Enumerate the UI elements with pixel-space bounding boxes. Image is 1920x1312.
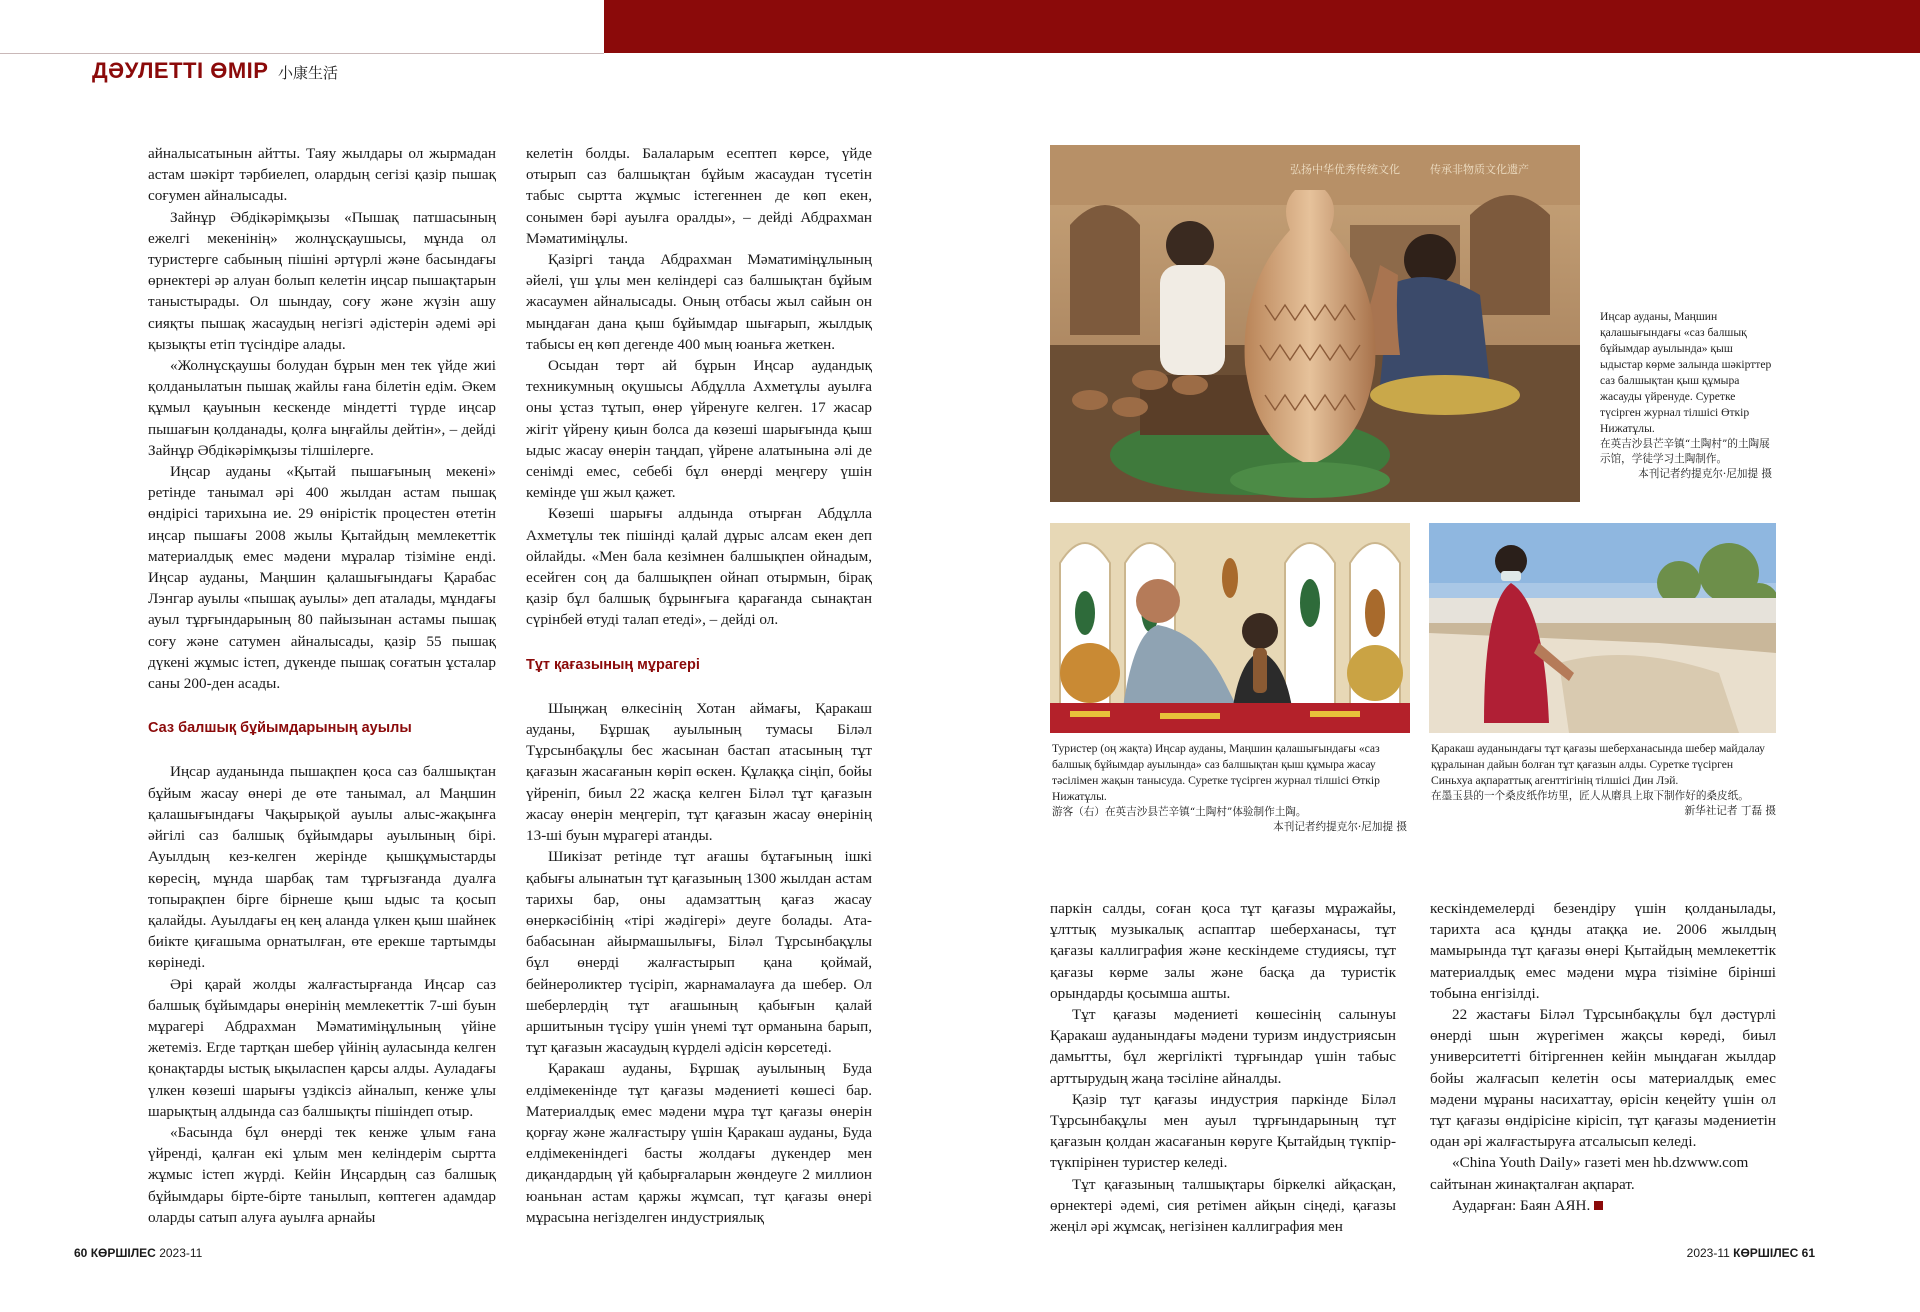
caption-cn: 游客（右）在英吉沙县芒辛镇“土陶村”体验制作土陶。 [1052,806,1307,818]
paragraph: Қазір тұт қағазы индустрия паркінде Біләл Тұрсынбақұлы мен ауыл тұрғындарының тұт қағазын қолдан жасағанын көруге Қытайдың түкпір-түкпірінен туристер келеді. [1050,1090,1396,1172]
paragraph: Қаракаш ауданы, Бұршақ ауылының Буда елдімекенінде тұт қағазы мәдениеті көшесі бар. Материалдық емес мәдени мұра тұт қағазы өнерін қорғау және жалғастыру үшін Қаракаш ауданы, Буда елдімекеніндегі басты жолдағы дүкендер мен диқандардың үй қабырғаларын жөндеуге 2 миллион юаньнан астам қаржы жұмсап, тұт қағазы өнері мұрасына негізделген индустриялық [526,1060,872,1226]
paragraph: Тұт қағазы мәдениеті көшесінің салынуы Қаракаш ауданындағы мәдени туризм индустриясын дамытты, бұл жергілікті тұрғындар үшін табыс арттырудың жаңа тәсіліне айналды. [1050,1006,1396,1087]
caption-text: Қаракаш ауданындағы тұт қағазы шеберханасында шебер майдалау құралынан дайын болған тұт қағазын алды. Суретке түсірген Синьхуа ақпараттық агенттігінің тілшісі Дин Лэй. [1431,742,1765,787]
article-column-1 [148,143,496,1228]
paragraph: Қазіргі таңда Абдрахман Мәматиміңұлының әйелі, үш ұлы мен келіндері саз балшықтан бұйым жасаумен айналысады. Оның отбасы жыл сайын он мыңдаған дана қыш бұйымдар шығарып, жылдық табысы ең көп дегенде 400 мың юаньға жеткен. [526,251,872,353]
issue-left: 2023-11 [159,1246,203,1260]
article-column-3 [1050,898,1396,1237]
paragraph: 22 жастағы Біләл Тұрсынбақұлы бұл дәстүрлі өнерді шын жүрегімен жақсы көреді, биыл университетті бітіргеннен кейін мыңдаған жылдар бойы жалғасып келетін осы материалдық емес мәдени мұраны насихаттау, өрісін кеңейту үшін ол тұт қағазы өндірісіне кірісіп, тұт қағазы мәдениетін одан әрі жалғастыруға атсалысып келеді. [1430,1006,1776,1151]
paragraph: Тұт қағазының талшықтары біркелкі айқасқан, өрнектері әдемі, сия ретімен айқын сіңеді, қағазы жеңіл әрі жұмсақ, негізінен каллиграфия мен [1050,1175,1396,1236]
subheading: Саз балшық бұйымдарының ауылы [148,720,412,737]
banner-text-2: 传承非物质文化遗产 [1430,163,1529,176]
caption-cn: 在墨玉县的一个桑皮纸作坊里，匠人从磨具上取下制作好的桑皮纸。 [1431,790,1749,802]
pottery-workshop-photo [1050,145,1580,502]
footer-right [1687,1246,1815,1260]
subheading: Тұт қағазының мұрагері [526,656,700,673]
section-title-cn: 小康生活 [278,64,339,82]
paragraph: «Жолнұсқаушы болудан бұрын мен тек үйде жиі қолданылатын пышақ жайлы ғана білетін едім. Әкем құмыл қауынын кескенде міндетті түрде иңсар пышағын қолданады, қолға ыңғайлы дейтін», – дейді Зайнұр Әбдікәрімқызы тілшілерге. [148,357,496,459]
caption-text: Иңсар ауданы, Маңшин қалашығындағы «саз балшық бұйымдар ауылында» қыш ыдыстар көрме залында шәкірттер саз балшықтан қыш құмыра жасауды үйренуде. Суретке түсірген журнал тілшісі Өткір Нижатұлы. [1600,310,1772,435]
caption-cn: 在英吉沙县芒辛镇“土陶村”的土陶展示馆，学徒学习土陶制作。 [1600,438,1770,465]
end-mark-icon [1594,1201,1603,1210]
translator-text: Аударған: Баян АЯН. [1452,1196,1591,1214]
paragraph: Шикізат ретінде тұт ағашы бұтағының ішкі қабығы алынатын тұт қағазының 1300 жылдан астам тарихы бар, оны адамзаттың қағаз жасау өнеркәсібінің «тірі жәдігері» деуге болады. Ата-бабасынан айырмашылығы, Біләл Тұрсынбақұлы бұл өнерді жалғастырып қана қоймай, бейнероликтер түсіріп, жарнамалауға да шебер. Ол шеберлердің тұт ағашының қабығын қалай аршитынын түсіру үшін үнемі тұт орманына барып, тұт қағазын жасаудың күрделі әдісін көрсетеді. [526,848,872,1057]
photo-caption-2 [1052,741,1407,835]
header-accent-bar [604,0,1920,53]
header-rule [0,53,604,54]
caption-text: Туристер (оң жақта) Иңсар ауданы, Маңшин қалашығындағы «саз балшық бұйымдар ауылында» саз балшықтан қыш құмыра жасау тәсілімен жақын танысуда. Суретке түсірген журнал тілшісі Өткір Нижатұлы. [1052,742,1380,803]
caption-credit: 本刊记者约提克尔·尼加提 摄 [1273,821,1407,833]
caption-credit: 本刊记者约提克尔·尼加提 摄 [1638,468,1772,480]
paragraph: Осыдан төрт ай бұрын Иңсар аудандық техникумның оқушысы Абдұлла Ахметұлы ауылға оны ұстаз тұтып, өнер үйренуге келген. 17 жасар жігіт үйрену қиын болса да көзеші шарығында қыш ыдыс жасау өнерін таңдап, үйрене алатынына әлі де сенімді емес, себебі бұл өнерді меңгеру үшін кемінде үш жыл қажет. [526,357,872,502]
magazine-name-left: КӨРШІЛЕС [90,1246,156,1260]
mulberry-paper-photo [1429,523,1776,733]
photo-caption-1 [1600,309,1772,482]
footer-left [74,1246,202,1260]
paragraph: Иңсар ауданы «Қытай пышағының мекені» ретінде танымал әрі 400 жылдан астам пышақ өндірісі тарихына ие. 29 өнірістік процестен өтетін иңсар пышағы 2008 жылы Қытайдың мемлекеттік материалдық емес мәдени мұралар тізіміне енді. Иңсар ауданы, Маңшин қалашығындағы Қарабас Лэнгар ауылы «пышақ ауылы» деп аталады, мұндағы ауыл тұрғындарының 80 пайызынан астамы пышақ соғу және сатумен айналысады, қазір 55 пышақ дүкені жұмыс істеп, дүкенде пышақ соғатын ұсталар саны 200-ден асады. [148,463,496,693]
article-column-2 [526,143,872,1228]
caption-credit: 新华社记者 丁磊 摄 [1684,805,1776,817]
issue-right: 2023-11 [1686,1246,1730,1260]
page-number-right: 61 [1801,1246,1815,1260]
banner-text-1: 弘扬中华优秀传统文化 [1290,163,1400,176]
paragraph: паркін салды, соған қоса тұт қағазы мұражайы, ұлттық музыкалық аспаптар шеберханасы, тұт қағазы каллиграфия және кескіндеме студиясы, тұт қағазы көрме залы және басқа да туристік орындарды қосымша ашты. [1050,900,1396,1002]
paragraph: Иңсар ауданында пышақпен қоса саз балшықтан бұйым жасау өнері де өте танымал, ал Маңшин қалашығындағы Чақырықой ауылы алыс-жақынға әйгілі саз балшық бұйымдары ауылының бірі. Ауылдың кез-келген жерінде қышқұмыстарды көресің, мұнда шарбақ там тұрғызғанда дуалға топырақпен бірге бірнеше қыш ыдыс та қосып қалайды. Ауылдағы ең кең аланда үлкен қыш шайнек биікте қиғашыма орнатылған, өте ерекше тартымды көрінеді. [148,763,496,972]
page-number-left: 60 [74,1246,88,1260]
paragraph: айналысатынын айтты. Таяу жылдары ол жырмадан астам шәкірт тәрбиелеп, олардың сегізі қазір пышақ соғумен айналысады. [148,145,496,205]
magazine-name-right: КӨРШІЛЕС [1733,1246,1799,1260]
tourists-pottery-photo [1050,523,1410,733]
paragraph: Көзеші шарығы алдында отырған Абдұлла Ахметұлы тек пішінді қалай дұрыс алсам екен деп ойлайды. «Мен бала кезімнен балшықпен ойнадым, есейген соң да балшықпен ойнап отырмын, бірақ қазір бұл балшық бұрынғыға қарағанда сынақтан сүрінбей өтуді талап етеді», – дейді ол. [526,505,872,629]
source-note: «China Youth Daily» газеті мен hb.dzwww.com сайтынан жинақталған ақпарат. [1430,1154,1749,1193]
translator-credit [1430,1195,1776,1216]
paragraph: «Басында бұл өнерді тек кенже ұлым ғана үйренді, қалған екі ұлым мен келіндерім сыртта жұмыс істеп жүрді. Кейін Иңсардың саз балшық бұйымдары бірте-бірте танылып, көптеген адамдар оларды сатып алуға ауылға арнайы [148,1123,496,1226]
paragraph: Зайнұр Әбдікәрімқызы «Пышақ патшасының ежелгі мекенінің» жолнұсқаушысы, мұнда ол туристерге сабының пішіні әртүрлі және басындағы өрнектері әр алуан болып келетін иңсар пышақтарын таныстырады. Ол шындау, соғу және жүзін ашу сияқты пышақ жасаудың негізгі әдістерін әдемі әрі қызықты етіп түсіндіре алады. [148,208,496,353]
paragraph: Шыңжаң өлкесінің Хотан аймағы, Қаракаш ауданы, Бұршақ ауылының тумасы Біләл Тұрсынбақұлы бес жасынан бастап атасының тұт қағазын жасағанын көріп өскен. Құлаққа сіңіп, бойы үйреніп, биыл 22 жасқа келген Біләл тұт қағазын жасау өнерін меңгеріп, тұт қағазын жасау өнерінің 13-ші буын мұрагері атанды. [526,699,872,845]
section-title: ДӘУЛЕТТІ ӨМІР [92,58,269,83]
photo-caption-3 [1431,741,1776,819]
article-column-4 [1430,898,1776,1216]
paragraph: келетін болды. Балаларым есептеп көрсе, үйде отырып саз балшықтан бұйым жасаудан түсетін табыс сыртта жұмыс істегеннен де көп екен, сонымен бәрі ауылға оралды», – дейді Абдрахман Мәматиміңұлы. [526,145,872,247]
paragraph: кескіндемелерді безендіру үшін қолданылады, тарихта аса құнды атаққа ие. 2006 жылдың мамырында тұт қағазы өнері Қытайдың мемлекеттік материалдық емес мәдени мұра тізіміне бірінші тобына енгізілді. [1430,900,1776,1002]
paragraph: Әрі қарай жолды жалғастырғанда Иңсар саз балшық бұйымдары өнерінің мемлекеттік 7-ші буын мұрагері Абдрахман Мәматиміңұлының үйіне жетеміз. Егде тартқан шебер үйінің ауласында келген қонақтарды ыстық ықыласпен қарсы алды. Ауладағы үлкен көзеші шарығы үздіксіз айналып, кенже ұлы шарықтың алдында саз балшықты пішіндеп отыр. [148,975,496,1120]
